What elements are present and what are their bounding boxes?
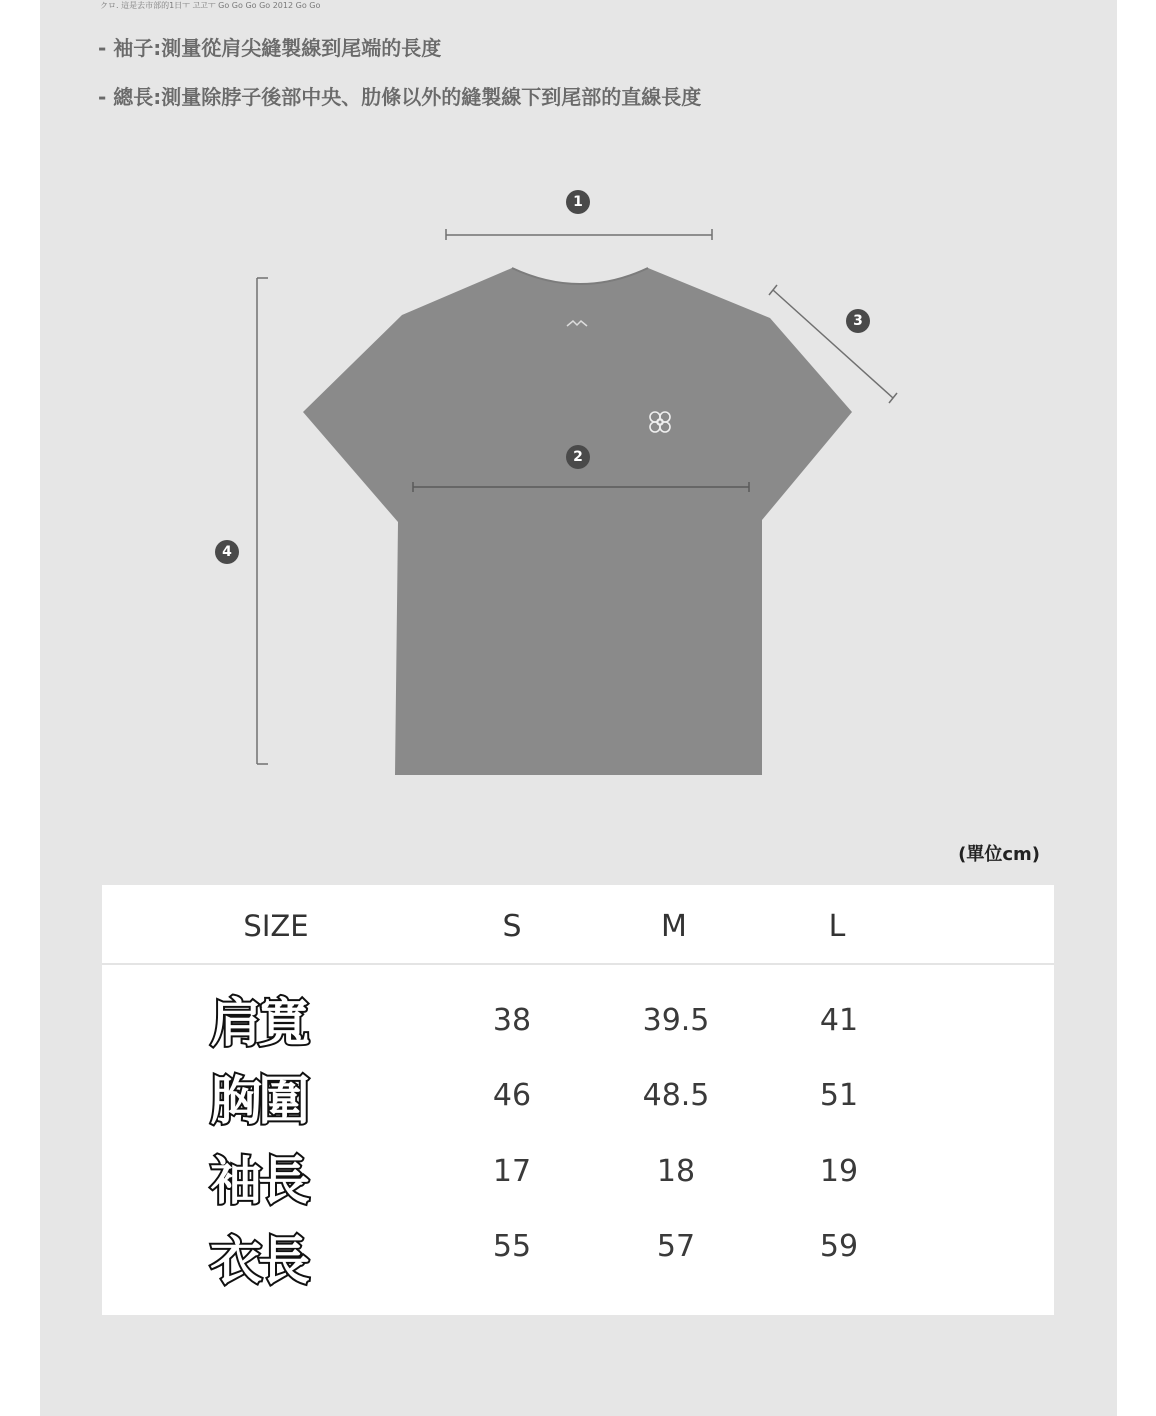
header-l: L — [828, 909, 846, 944]
top-caption: クロ. 這是去市部的1日ㅜ 고고ㅜ Go Go Go Go 2012 Go Go — [100, 1, 321, 10]
sleeve-note: - 袖子:測量從肩尖縫製線到尾端的長度 — [98, 36, 442, 60]
row-label-shoulder: 肩寬 — [209, 994, 307, 1054]
header-s: S — [502, 909, 522, 944]
table-cell: 17 — [492, 1154, 532, 1189]
table-cell: 38 — [492, 1003, 532, 1038]
table-cell: 19 — [819, 1154, 859, 1189]
size-table — [102, 885, 1054, 1315]
row-label-sleeve: 袖長 — [209, 1152, 307, 1212]
shoulder-measure-line — [446, 229, 712, 240]
table-cell: 18 — [656, 1154, 696, 1189]
table-cell: 59 — [819, 1229, 859, 1264]
table-cell: 48.5 — [642, 1078, 710, 1113]
table-cell: 57 — [656, 1229, 696, 1264]
marker-3-badge: 3 — [846, 309, 870, 333]
tshirt-shape — [303, 268, 852, 775]
row-label-length: 衣長 — [209, 1232, 307, 1292]
table-cell: 39.5 — [642, 1003, 710, 1038]
marker-2-badge: 2 — [566, 445, 590, 469]
header-size: SIZE — [243, 909, 309, 943]
row-label-chest: 胸圍 — [209, 1072, 307, 1132]
table-cell: 51 — [819, 1078, 859, 1113]
marker-1-badge: 1 — [566, 190, 590, 214]
table-header — [102, 885, 1054, 965]
header-m: M — [661, 909, 687, 944]
length-note: - 總長:測量除脖子後部中央、肋條以外的縫製線下到尾部的直線長度 — [98, 85, 702, 109]
table-cell: 46 — [492, 1078, 532, 1113]
marker-4-badge: 4 — [215, 540, 239, 564]
table-cell: 55 — [492, 1229, 532, 1264]
length-measure-line — [257, 278, 268, 764]
unit-label: (單位cm) — [958, 844, 1040, 865]
table-cell: 41 — [819, 1003, 859, 1038]
